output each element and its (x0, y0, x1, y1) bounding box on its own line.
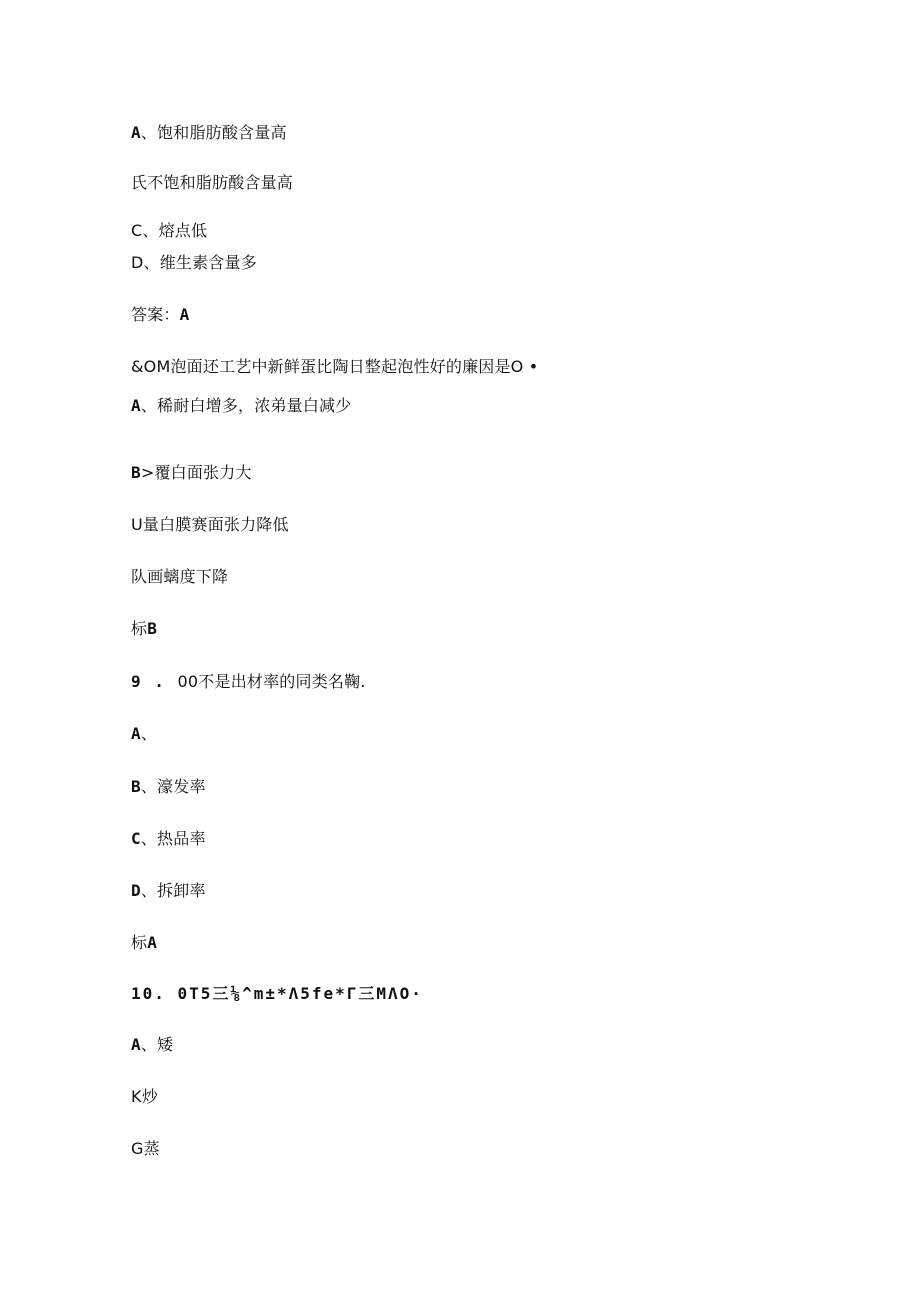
answer-line (131, 619, 157, 639)
answer-value: A (179, 305, 190, 324)
option-letter: D (131, 881, 141, 900)
answer-label: 标 (131, 619, 148, 638)
question-line (131, 984, 423, 1004)
question-number: 10. (131, 984, 178, 1003)
option-text: 、热品率 (140, 829, 206, 848)
option-text: 队画螭度下降 (131, 567, 229, 586)
answer-label: 标 (131, 933, 148, 952)
option-line (131, 567, 228, 587)
answer-value: B (147, 619, 158, 638)
option-text: G蒸 (131, 1139, 160, 1158)
option-letter: A (131, 123, 141, 142)
question-text: &OM泡面还工艺中新鲜蛋比陶日整起泡性好的廉因是O • (131, 357, 539, 376)
answer-label: 答案： (131, 305, 180, 324)
option-letter: C (131, 829, 141, 848)
answer-line (131, 305, 189, 325)
question-number: 9 . (131, 672, 178, 691)
option-letter: B (131, 463, 141, 482)
answer-value: A (147, 933, 158, 952)
option-text: 、拆卸率 (140, 881, 206, 900)
option-line (131, 173, 293, 193)
option-text: U量白膜赛面张力降低 (131, 515, 289, 534)
question-text: 00不是出材率的同类名鞠. (177, 672, 366, 691)
option-letter: A (131, 396, 141, 415)
question-text: 0T5三⅛^m±*Λ5fe*Γ三MΛO· (177, 984, 423, 1003)
option-line (131, 777, 206, 797)
answer-line (131, 933, 157, 953)
option-text: C、熔点低 (131, 221, 208, 240)
option-text: 氏不饱和脂肪酸含量高 (131, 173, 294, 192)
option-text: >覆白面张力大 (140, 463, 252, 482)
option-line (131, 881, 206, 901)
option-text: D、维生素含量多 (131, 253, 257, 272)
option-line (131, 253, 257, 273)
option-line (131, 1087, 158, 1107)
question-line (131, 672, 366, 692)
option-line (131, 221, 207, 241)
option-line (131, 515, 289, 535)
option-line (131, 1139, 160, 1159)
option-text: K炒 (131, 1087, 158, 1106)
option-text: 、濠发率 (140, 777, 206, 796)
option-line (131, 396, 351, 416)
option-text: 、矮 (140, 1035, 174, 1054)
option-text: 、稀耐白增多，浓弟量白减少 (140, 396, 352, 415)
option-letter: A (131, 724, 141, 743)
option-text: 、 (140, 724, 158, 743)
option-letter: A (131, 1035, 141, 1054)
option-line (131, 724, 157, 744)
option-line (131, 1035, 173, 1055)
option-letter: B (131, 777, 141, 796)
option-line (131, 463, 252, 483)
option-line (131, 829, 206, 849)
option-text: 、饱和脂肪酸含量高 (140, 123, 287, 142)
question-line (131, 357, 538, 377)
option-line (131, 123, 287, 143)
